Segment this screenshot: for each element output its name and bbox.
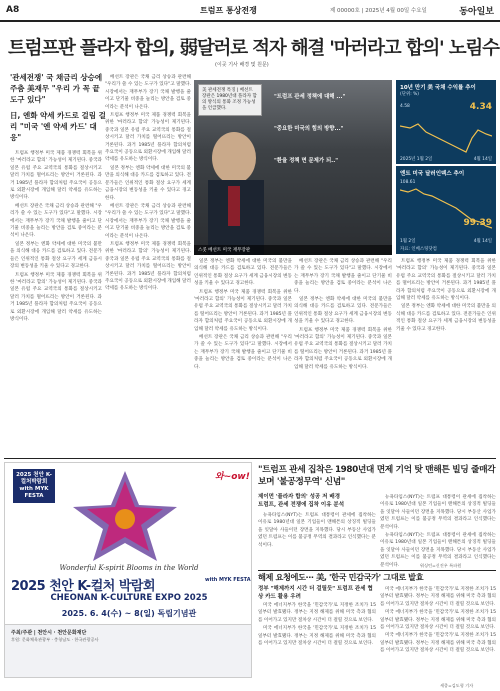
dollar-line bbox=[400, 186, 492, 236]
body-paragraph: 베선트 장관은 국채 금리 상승과 관련해 "우리가 쓸 수 있는 도구가 있다"고 말했다. 시장에서는 재무부가 장기 국채 발행을 줄이고 단기물 비중을 늘리는 방안을 검토 중이라는 분석이 나온다. bbox=[294, 259, 392, 294]
dollar-index-chart bbox=[396, 166, 496, 254]
chart-title: 엔트 미국 달러인덱스 추이 bbox=[400, 171, 465, 177]
body-paragraph: 일본 정부는 엔화 약세에 대한 미국의 불만을 의식해 대응 카드를 검토하고 있다. 전문가들은 인위적인 통화 절상 요구가 세계 금융시장의 변동성을 키울 수 있다고 경고한다. bbox=[10, 241, 102, 270]
photo-caption: 스콧 베선트 미국 재무장관 bbox=[194, 245, 392, 255]
article2-byline: 워싱턴=신진우 특파원 bbox=[420, 563, 462, 568]
article2-sub-1: 제이먼 '플라자 합의' 성공 저 배경 bbox=[258, 494, 341, 500]
article-divider bbox=[258, 570, 496, 571]
body-column-3 bbox=[194, 258, 292, 450]
deck-line-1: '관세전쟁' 국 채금리 상승에 주춤 美재무 "우리 가 꼭 끝 도구 있다" bbox=[10, 73, 103, 104]
body-paragraph: 미국 에너지부가 한국을 '민감국가'로 지정한 조치가 15일부터 발효됐다. 정부는 지정 해제를 위해 미국 측과 협의를 이어가고 있지만 절차상 시간이 더 걸릴 것으로 보인다. bbox=[380, 610, 496, 631]
news-photo bbox=[194, 80, 392, 255]
body-column-4 bbox=[294, 258, 392, 450]
expo-tag: 2025 천안 K-컬처박람회 with MYK FESTA bbox=[13, 469, 55, 503]
chart-unit: (단위: %) bbox=[400, 92, 419, 97]
chart-start-value: 108.61 bbox=[400, 180, 416, 185]
article2-subhead bbox=[258, 494, 376, 509]
expo-title: 2025 천안 K-컬처 박람회 bbox=[11, 579, 156, 594]
article2-body-right bbox=[380, 494, 496, 568]
body-paragraph: 트럼프 행정부 미국 제품 경쟁력 회복을 위한 '마러라고 합의' 가능성이 제기된다. 중국과 일본 유럽 주요 교역국의 통화를 절상시키고 달러 가치를 떨어뜨리는 방안이 거론된다. 과거 1985년 플라자 합의처럼 주요국이 공동으로 외환시장에 개입해 달러 약세를 유도하는 방식이다. bbox=[105, 113, 191, 163]
body-paragraph: 일본 정부는 엔화 약세에 대한 미국의 불만을 의식해 대응 카드를 검토하고 있다. 전문가들은 인위적인 통화 절상 요구가 세계 금융시장의 변동성을 키울 수 있다고 경고한다. bbox=[194, 259, 292, 287]
article3-byline: 세종=김도형 기자 bbox=[440, 683, 474, 688]
issue-date: 제 00000호 | 2025년 4월 00일 수요일 bbox=[330, 8, 427, 14]
main-headline: 트럼프판 플라자 합의, 弱달러로 적자 해결 '마러라고 합의' 노림수 bbox=[8, 38, 499, 59]
section-divider bbox=[4, 458, 496, 459]
body-paragraph: 일본 정부는 엔화 약세에 대한 미국의 불만을 의식해 대응 카드를 검토하고 있다. 전문가들은 인위적인 통화 절상 요구가 세계 금융시장의 변동성을 키울 수 있다고 경고한다. bbox=[105, 165, 191, 201]
chart-source: 자료: 인베스팅닷컴 bbox=[400, 247, 437, 252]
chart-start-value: 4.58 bbox=[400, 104, 410, 109]
treasury-yield-chart bbox=[396, 80, 496, 164]
body-paragraph: 트럼프 행정부 미국 제품 경쟁력 회복을 위한 '마러라고 합의' 가능성이 제기된다. 중국과 일본 유럽 주요 교역국의 통화를 절상시키고 달러 가치를 떨어뜨리는 방안이 거론된다. 과거 1985년 플라자 합의처럼 주요국이 공동으로 외환시장에 개입해 달러 약세를 유도하는 방식이다. bbox=[105, 241, 191, 292]
section-title: 트럼프 통상전쟁 bbox=[200, 6, 257, 15]
page-number: A8 bbox=[6, 5, 20, 15]
article3-body-left bbox=[258, 602, 376, 686]
expo-english-title: CHEONAN K-CULTURE EXPO 2025 bbox=[50, 593, 208, 603]
article2-body-left bbox=[258, 512, 376, 568]
chart-start-label: 2025년 1월 2일 bbox=[400, 157, 433, 162]
headline-subline: (이곳 기사 배경 및 원문) bbox=[215, 62, 269, 68]
chart-start-label: 1월 2일 bbox=[400, 239, 416, 244]
article2-headline: "트럼프 관세 집착은 1980년대 면제 기억 탓 맨해튼 빌딩 줄매각 보며 '불공정무역' 신념" bbox=[258, 465, 496, 487]
body-paragraph: 트럼프 행정부 미국 제품 경쟁력 회복을 위한 '마러라고 합의' 가능성이 제기된다. 중국과 일본 유럽 주요 교역국의 통화를 절상시키고 달러 가치를 떨어뜨리는 방안이 거론된다. 과거 1985년 플라자 합의처럼 주요국이 공동으로 외환시장에 개입해 달러 약세를 유도하는 방식이다. bbox=[10, 272, 102, 322]
body-paragraph: 트럼프 행정부 미국 제품 경쟁력 회복을 위한 '마러라고 합의' 가능성이 제기된다. 중국과 일본 유럽 주요 교역국의 통화를 절상시키고 달러 가치를 떨어뜨리는 방안이 거론된다. 과거 1985년 플라자 합의처럼 주요국이 공동으로 외환시장에 개입해 달러 약세를 유도하는 방식이다. bbox=[294, 327, 392, 370]
body-paragraph: 뉴욕타임스(NYT)는 트럼프 대통령이 관세에 집착하는 이유로 1980년대 일본 기업들이 맨해튼의 상징적 빌딩들을 잇달아 사들이던 장면을 지목했다. 당시 부동산 사업가였던 트럼프는 이를 불공정 무역의 결과라고 인식했다는 분석이다. bbox=[258, 513, 376, 548]
article3-headline: 해제 요청에도··· 美, '한국 민감국가' 그대로 발효 bbox=[258, 572, 424, 582]
expo-sponsors: 후원: 문화체육관광부 · 충청남도 · 한국관광공사 bbox=[11, 637, 99, 642]
body-paragraph: 트럼프 행정부 미국 제품 경쟁력 회복을 위한 '마러라고 합의' 가능성이 제기된다. 중국과 일본 유럽 주요 교역국의 통화를 절상시키고 달러 가치를 떨어뜨리는 방안이 거론된다. 과거 1985년 플라자 합의처럼 주요국이 공동으로 외환시장에 개입해 달러 약세를 유도하는 방식이다. bbox=[194, 289, 292, 332]
expo-footer bbox=[5, 624, 252, 678]
star-emblem bbox=[5, 463, 252, 563]
expo-dates: 2025. 6. 4(수) ~ 8(일) 독립기념관 bbox=[61, 609, 197, 618]
body-paragraph: 일본 정부는 엔화 약세에 대한 미국의 불만을 의식해 대응 카드를 검토하고 있다. 전문가들은 인위적인 통화 절상 요구가 세계 금융시장의 변동성을 키울 수 있다고 경고한다. bbox=[396, 304, 496, 332]
chart-title: 10년 만기 美 국채 수익률 추이 bbox=[400, 85, 476, 91]
expo-advertisement bbox=[4, 462, 252, 678]
article2-sub-2: 트럼프, 관세 전쟁에 집착 이유 분석 bbox=[258, 501, 345, 508]
body-column-1 bbox=[10, 150, 102, 450]
expo-with: with MYK FESTA bbox=[205, 577, 251, 583]
expo-slogan: Wonderful K-spirit Blooms in the World bbox=[59, 564, 199, 572]
deck-line-2: 日, 엔화 약세 카드로 걸림 걸리 "미국 '엔 약세 카드' 대응" bbox=[10, 111, 106, 142]
expo-organizer: 주최/주관 | 천안시 · 천안문화재단 bbox=[11, 630, 87, 636]
body-paragraph: 미국 에너지부가 한국을 '민감국가'로 지정한 조치가 15일부터 발효됐다. 정부는 지정 해제를 위해 미국 측과 협의를 이어가고 있지만 절차상 시간이 더 걸릴 것으로 보인다. bbox=[258, 603, 376, 623]
photo-quote-3: "환율 정책 면 문제가 되.." bbox=[274, 158, 339, 164]
chart-end-label: 4월 14일 bbox=[473, 157, 492, 162]
article3-subhead: 정부 "해제까지 시간 더 걸릴듯" 트럼프 관세 협상 카드 활용 우려 bbox=[258, 586, 373, 600]
article3-body-right bbox=[380, 586, 496, 682]
photo-quote-1: "트럼프 관세 정책에 대해 ..." bbox=[274, 94, 346, 100]
body-paragraph: 뉴욕타임스(NYT)는 트럼프 대통령이 관세에 집착하는 이유로 1980년대 일본 기업들이 맨해튼의 상징적 빌딩들을 잇달아 사들이던 장면을 지목했다. 당시 부동산 사업가였던 트럼프는 이를 불공정 무역의 결과라고 인식했다는 분석이다. bbox=[380, 533, 496, 568]
body-column-5 bbox=[396, 258, 496, 448]
yield-line bbox=[400, 114, 492, 158]
chart-value: 99.39 bbox=[463, 218, 492, 228]
body-paragraph: 베선트 장관은 국채 금리 상승과 관련해 "우리가 쓸 수 있는 도구가 있다"고 말했다. 시장에서는 재무부가 장기 국채 발행을 줄이고 단기물 비중을 늘리는 방안을 검토 중이라는 분석이 나온다. bbox=[105, 75, 191, 110]
body-paragraph: 트럼프 행정부 미국 제품 경쟁력 회복을 위한 '마러라고 합의' 가능성이 제기된다. 중국과 일본 유럽 주요 교역국의 통화를 절상시키고 달러 가치를 떨어뜨리는 방안이 거론된다. 과거 1985년 플라자 합의처럼 주요국이 공동으로 외환시장에 개입해 달러 약세를 유도하는 방식이다. bbox=[10, 151, 102, 201]
page-header bbox=[0, 0, 500, 22]
article-trump-tariff bbox=[258, 464, 498, 488]
photo-quote-2: "중요한 미국의 힘의 방향..." bbox=[274, 126, 344, 132]
body-paragraph: 베선트 장관은 국채 금리 상승과 관련해 "우리가 쓸 수 있는 도구가 있다"고 말했다. 시장에서는 재무부가 장기 국채 발행을 줄이고 단기물 비중을 늘리는 방안을 검토 중이라는 분석이 나온다. bbox=[105, 203, 191, 239]
article-deck bbox=[10, 72, 106, 148]
body-paragraph: 베선트 장관은 국채 금리 상승과 관련해 "우리가 쓸 수 있는 도구가 있다"고 말했다. 시장에서는 재무부가 장기 국채 발행을 줄이고 단기물 비중을 늘리는 방안을 검토 중이라는 분석이 나온다. bbox=[10, 203, 102, 239]
info-box: 美 관세전쟁 특징 | 베선트 장관은 1980년대 플라자 합의 방식의 통화 조정 가능성을 언급했다. bbox=[198, 84, 262, 116]
chart-end-label: 4월 14일 bbox=[473, 239, 492, 244]
body-paragraph: 뉴욕타임스(NYT)는 트럼프 대통령이 관세에 집착하는 이유로 1980년대 일본 기업들이 맨해튼의 상징적 빌딩들을 잇달아 사들이던 장면을 지목했다. 당시 부동산 사업가였던 트럼프는 이를 불공정 무역의 결과라고 인식했다는 분석이다. bbox=[380, 495, 496, 530]
body-paragraph: 베선트 장관은 국채 금리 상승과 관련해 "우리가 쓸 수 있는 도구가 있다"고 말했다. 시장에서는 재무부가 장기 국채 발행을 줄이고 단기물 비중을 늘리는 방안을 검토 중이라는 분석이 나온다. bbox=[194, 335, 292, 370]
body-paragraph: 일본 정부는 엔화 약세에 대한 미국의 불만을 의식해 대응 카드를 검토하고 있다. 전문가들은 인위적인 통화 절상 요구가 세계 금융시장의 변동성을 키울 수 있다고 경고한다. bbox=[294, 297, 392, 325]
newspaper-brand: 동아일보 bbox=[459, 7, 494, 17]
wow-logo: 와~ow! bbox=[215, 472, 250, 482]
body-column-2 bbox=[105, 74, 191, 450]
chart-value: 4.34 bbox=[469, 102, 492, 112]
body-paragraph: 미국 에너지부가 한국을 '민감국가'로 지정한 조치가 15일부터 발효됐다. 정부는 지정 해제를 위해 미국 측과 협의를 이어가고 있지만 절차상 시간이 더 걸릴 것으로 보인다. bbox=[380, 587, 496, 607]
body-paragraph: 미국 에너지부가 한국을 '민감국가'로 지정한 조치가 15일부터 발효됐다. 정부는 지정 해제를 위해 미국 측과 협의를 이어가고 있지만 절차상 시간이 더 걸릴 것으로 보인다. bbox=[380, 633, 496, 654]
body-paragraph: 트럼프 행정부 미국 제품 경쟁력 회복을 위한 '마러라고 합의' 가능성이 제기된다. 중국과 일본 유럽 주요 교역국의 통화를 절상시키고 달러 가치를 떨어뜨리는 방안이 거론된다. 과거 1985년 플라자 합의처럼 주요국이 공동으로 외환시장에 개입해 달러 약세를 유도하는 방식이다. bbox=[396, 259, 496, 302]
body-paragraph: 미국 에너지부가 한국을 '민감국가'로 지정한 조치가 15일부터 발효됐다. 정부는 지정 해제를 위해 미국 측과 협의를 이어가고 있지만 절차상 시간이 더 걸릴 것으로 보인다. bbox=[258, 626, 376, 647]
